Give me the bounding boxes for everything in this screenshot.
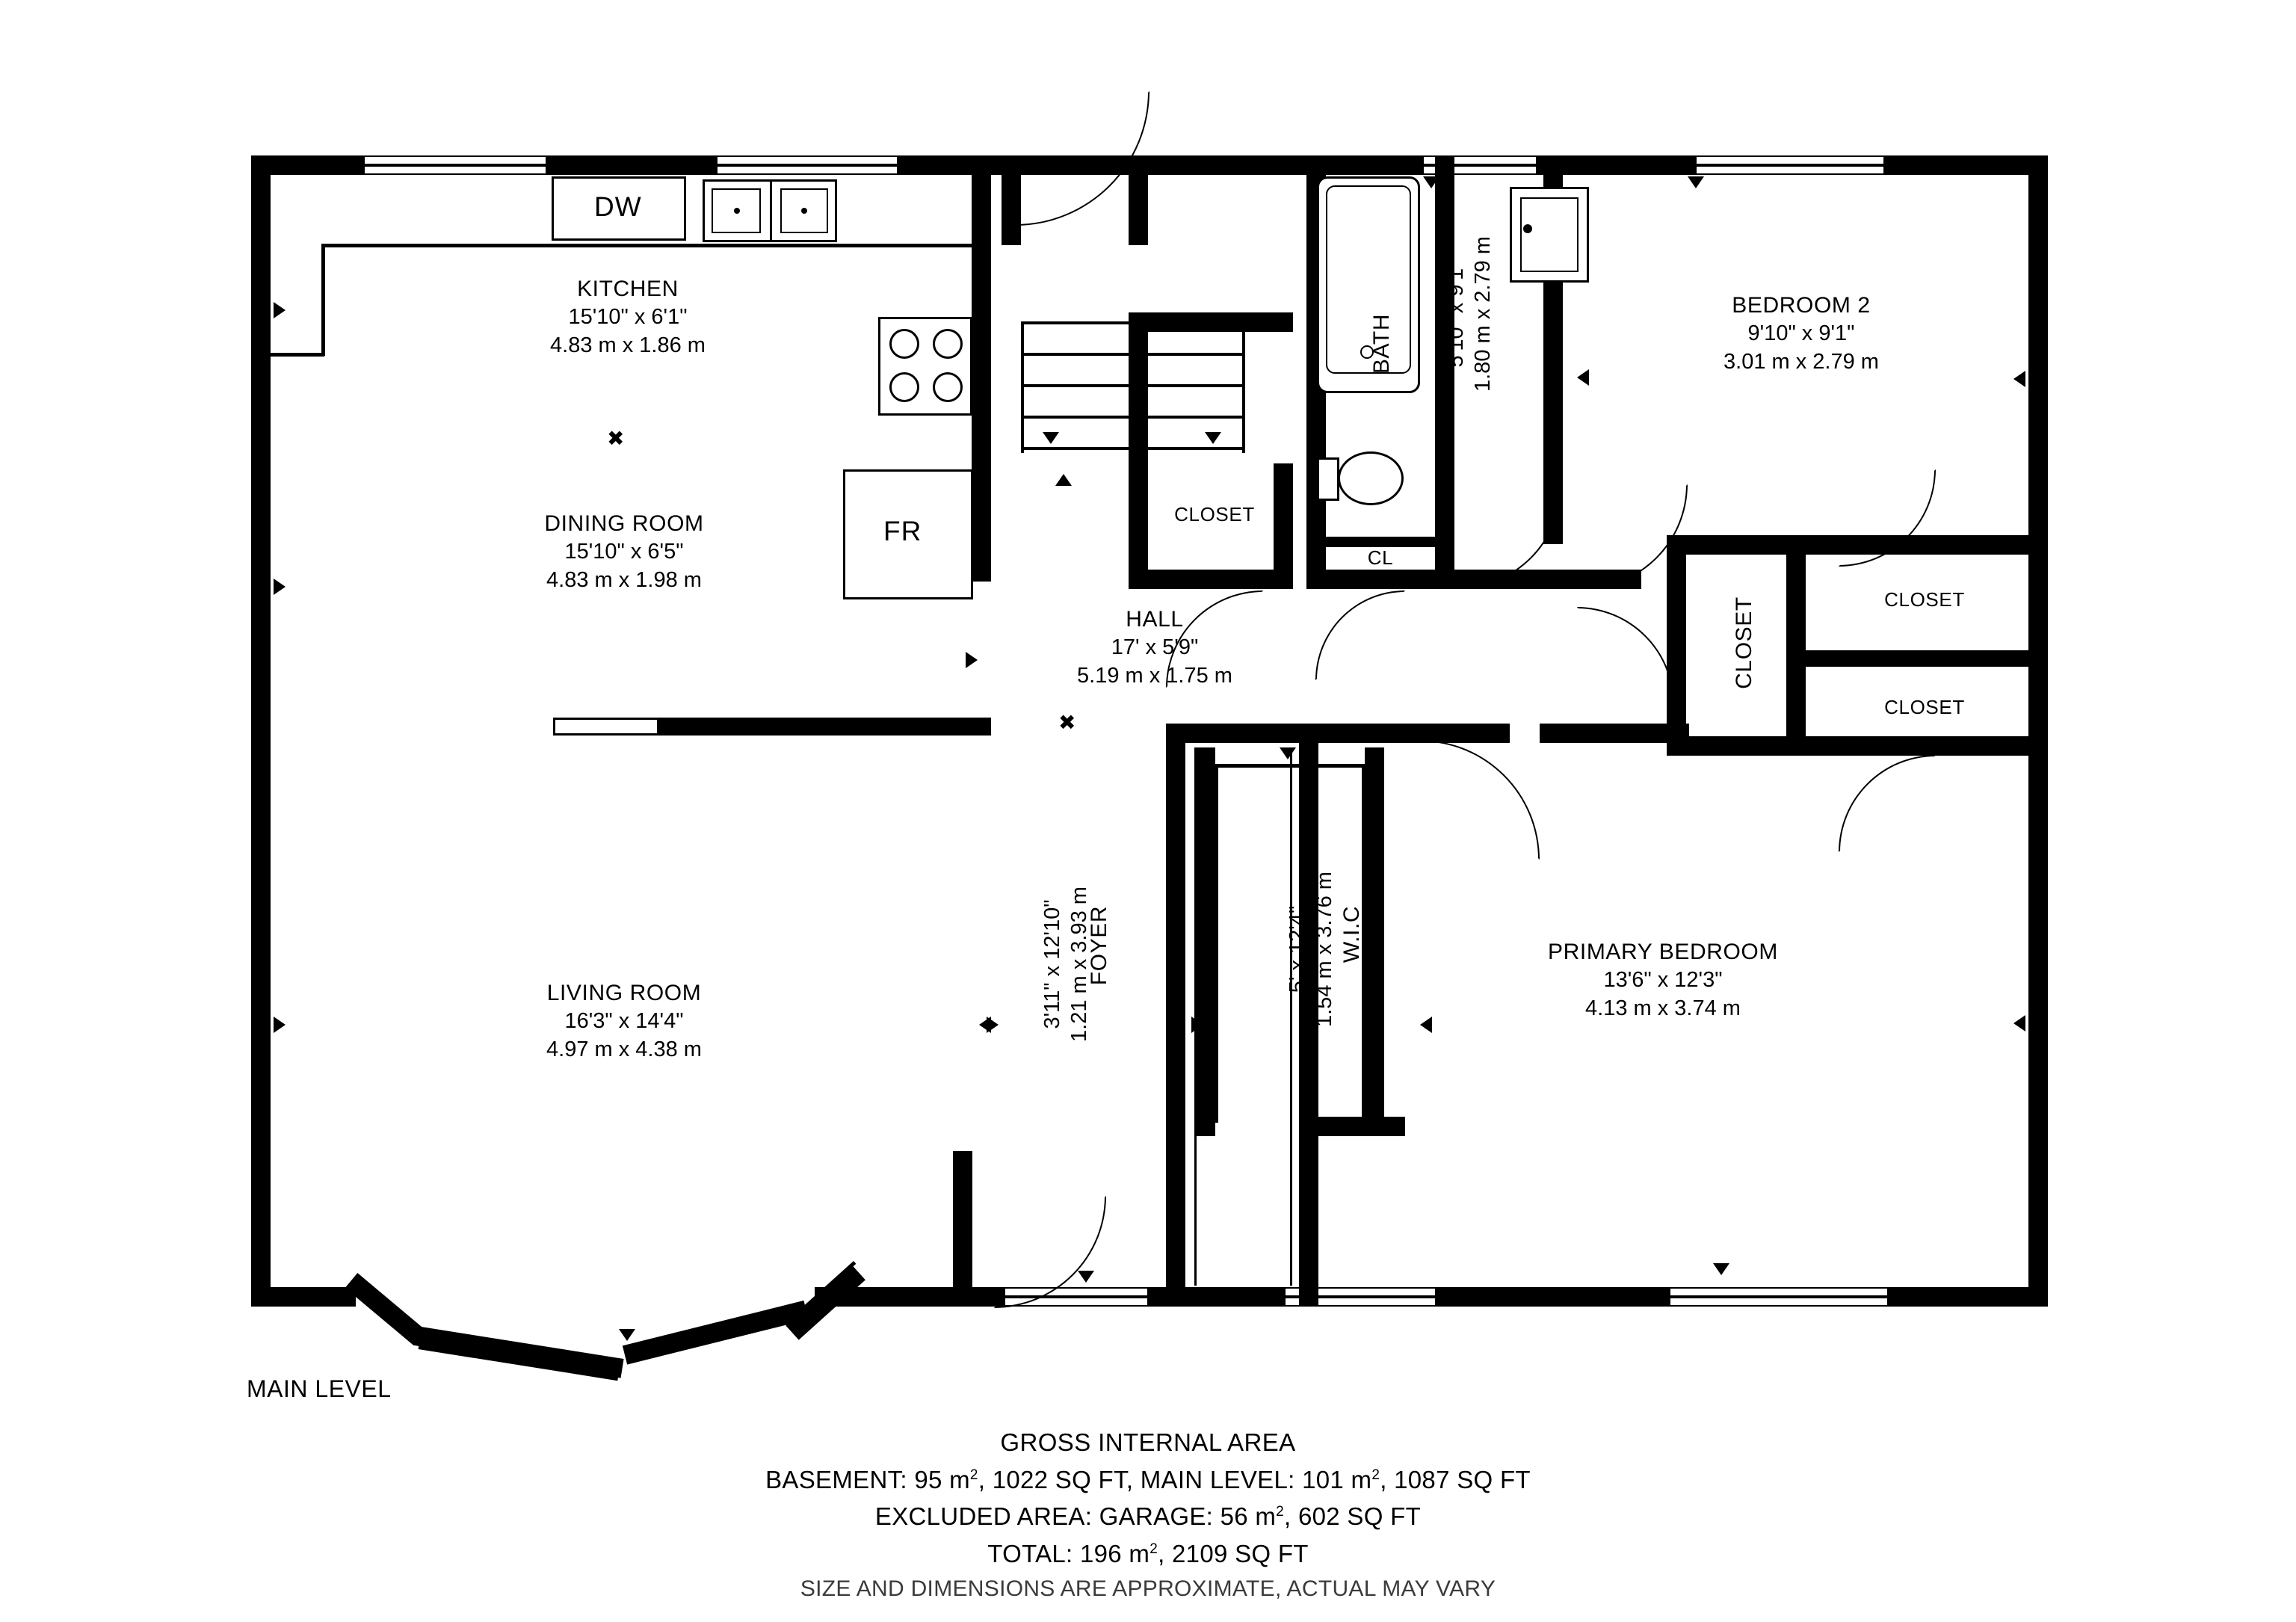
footer-area-summary <box>0 1424 2296 1606</box>
room-label-living <box>452 979 796 1064</box>
stair-step-1 <box>1021 321 1245 324</box>
room-dim-metric-living: 4.97 m x 4.38 m <box>546 1037 702 1061</box>
room-dim-imperial-primary: 13'6" x 12'3" <box>1603 968 1723 993</box>
closet-name-bed2-lower: CLOSET <box>1884 696 1965 718</box>
wall-dining-living-divider <box>658 718 991 736</box>
room-dim-metric-foyer: 1.21 m x 3.93 m <box>1067 886 1092 1042</box>
exterior-wall-left <box>251 155 271 1307</box>
burner-3 <box>889 372 919 402</box>
arrow-bottom-living <box>619 1329 635 1341</box>
footer-sup-1: 2 <box>969 1467 978 1483</box>
stair-rail-left <box>1021 321 1024 453</box>
closet-label-primary-col <box>1730 546 1759 740</box>
room-dim-imperial-bedroom2: 9'10" x 9'1" <box>1747 321 1855 346</box>
room-label-kitchen <box>463 275 792 360</box>
room-label-primary <box>1454 938 1872 1023</box>
closet-name-primary-col: CLOSET <box>1732 596 1756 689</box>
wall-foyer-left <box>1166 724 1185 1307</box>
wic-shelf-left <box>1215 764 1218 1123</box>
closet-name-bed2-upper: CLOSET <box>1884 588 1965 611</box>
room-name-bedroom2: BEDROOM 2 <box>1732 293 1871 318</box>
arrow-bottom-foyer <box>1078 1271 1094 1283</box>
arrow-left-living <box>274 1017 286 1033</box>
wall-bed2-closet-mid <box>1806 650 2048 667</box>
kitchen-counter-left-lower <box>271 353 324 357</box>
kitchen-counter-top <box>321 244 973 247</box>
refrigerator-label-text: FR <box>883 516 922 546</box>
footer-line-3 <box>0 1535 2296 1573</box>
room-dim-metric-dining: 4.83 m x 1.98 m <box>546 567 702 592</box>
arrow-wic-top <box>1280 747 1296 759</box>
arrow-left-dining <box>274 579 286 595</box>
arrow-stair-down-1 <box>1043 432 1059 444</box>
closet-label-bed2-upper <box>1824 588 2025 612</box>
footer-line-1 <box>0 1461 2296 1499</box>
room-dim-foyer <box>1039 815 1093 1114</box>
footer-line-3b: , 2109 SQ FT <box>1158 1539 1309 1567</box>
wall-primary-top-right <box>1540 724 1689 743</box>
stair-step-3 <box>1021 384 1245 387</box>
window-top-2-line <box>718 164 897 167</box>
arrow-stair-down-2 <box>1205 432 1221 444</box>
room-name-primary: PRIMARY BEDROOM <box>1548 940 1778 964</box>
door-swing-primary-closet <box>1577 607 1674 704</box>
wic-wall-left <box>1196 747 1215 1136</box>
door-swing-bed2-closet-lower <box>1839 755 1936 852</box>
room-dim-metric-wic: 1.54 m x 3.76 m <box>1312 872 1337 1027</box>
room-name-living: LIVING ROOM <box>546 981 702 1005</box>
arrow-wic-right <box>1420 1017 1432 1033</box>
marker-dining-x: ✖ <box>607 427 625 450</box>
window-top-1-line <box>365 164 546 167</box>
sink-faucet-left <box>734 208 740 214</box>
arrow-bottom-primary <box>1713 1263 1729 1275</box>
exterior-wall-right <box>2028 155 2048 1307</box>
footer-line-1c: , 1087 SQ FT <box>1380 1465 1531 1493</box>
arrow-wic-left <box>1191 1017 1203 1033</box>
room-name-wic: W.I.C <box>1339 905 1364 963</box>
wic-wall-right <box>1365 747 1384 1136</box>
room-name-kitchen: KITCHEN <box>577 277 679 301</box>
room-dim-metric-bath: 1.80 m x 2.79 m <box>1471 236 1496 392</box>
toilet-tank-icon <box>1317 457 1339 501</box>
room-label-hall <box>998 605 1312 690</box>
wall-closet-col-right <box>1786 535 1806 752</box>
footer-sup-3: 2 <box>1276 1504 1285 1520</box>
footer-disclaimer: SIZE AND DIMENSIONS ARE APPROXIMATE, ACTUAL MAY VARY <box>800 1576 1496 1601</box>
stair-step-4 <box>1021 416 1245 419</box>
room-label-dining <box>452 510 796 594</box>
arrow-stair-up <box>1055 474 1072 486</box>
wall-closet-hall-bottom <box>1129 570 1293 589</box>
wall-bath-bottom <box>1306 570 1454 589</box>
footer-line-2 <box>0 1498 2296 1535</box>
arrow-foyer-right <box>979 1017 991 1033</box>
footer-title: GROSS INTERNAL AREA <box>1000 1428 1296 1456</box>
shower-inner <box>1520 197 1578 272</box>
stair-rail-right <box>1242 321 1245 453</box>
closet-label-hall <box>1144 502 1286 527</box>
footer-sup-4: 2 <box>1149 1541 1158 1557</box>
arrow-bath-left <box>1577 369 1589 386</box>
room-name-hall: HALL <box>1126 607 1184 632</box>
wall-primary-top <box>1166 724 1510 743</box>
room-name-dining: DINING ROOM <box>544 511 704 536</box>
room-dim-wic <box>1284 815 1339 1084</box>
window-top-4-line <box>1697 164 1883 167</box>
arrow-right-primary <box>2013 1015 2025 1032</box>
exterior-wall-bottom-left <box>251 1287 356 1307</box>
arrow-left-kitchen <box>274 302 286 318</box>
closet-name-hall: CLOSET <box>1174 503 1255 525</box>
burner-2 <box>933 329 963 359</box>
dishwasher-label-text: DW <box>594 191 642 222</box>
footer-sup-2: 2 <box>1371 1467 1380 1483</box>
room-dim-metric-bedroom2: 3.01 m x 2.79 m <box>1723 349 1879 374</box>
stair-step-2 <box>1021 353 1245 356</box>
marker-hall-x: ✖ <box>1058 711 1076 734</box>
room-dim-metric-kitchen: 4.83 m x 1.86 m <box>550 333 706 357</box>
interior-wall-kitchen-right <box>972 155 991 582</box>
room-dim-imperial-living: 16'3" x 14'4" <box>564 1009 684 1034</box>
room-dim-imperial-wic: 5' x 12'4" <box>1286 905 1309 993</box>
closet-label-bed2-lower <box>1824 695 2025 720</box>
sink-faucet-right <box>801 208 807 214</box>
interior-wall-stair-right <box>1129 155 1148 245</box>
footer-line-2b: , 602 SQ FT <box>1284 1502 1422 1530</box>
closet-name-cl: CL <box>1367 546 1394 569</box>
room-dim-bath <box>1442 187 1497 441</box>
wall-bed2-closet-bottom <box>1806 736 2048 756</box>
shower-head-icon <box>1523 224 1532 233</box>
arrow-top-hall <box>1423 176 1439 188</box>
room-name-foyer: FOYER <box>1087 905 1111 986</box>
room-label-wic <box>1338 800 1366 1069</box>
room-label-bath <box>1368 194 1396 493</box>
room-dim-imperial-bath: 5'10" x 9'1" <box>1444 260 1468 368</box>
room-dim-imperial-foyer: 3'11" x 12'10" <box>1040 899 1064 1029</box>
door-swing-cl <box>1315 590 1405 680</box>
divider-window-gap <box>553 718 659 736</box>
level-label: MAIN LEVEL <box>247 1375 392 1402</box>
kitchen-counter-left <box>321 244 325 356</box>
footer-line-2a: EXCLUDED AREA: GARAGE: 56 m <box>874 1502 1277 1530</box>
room-dim-metric-hall: 5.19 m x 1.75 m <box>1077 663 1232 688</box>
footer-line-1b: , 1022 SQ FT, MAIN LEVEL: 101 m <box>978 1465 1372 1493</box>
room-dim-imperial-hall: 17' x 5'9" <box>1111 635 1199 660</box>
room-name-bath: BATH <box>1369 313 1394 374</box>
stove-icon <box>878 317 972 416</box>
room-label-bedroom2 <box>1629 292 1973 376</box>
arrow-right-bedroom2 <box>2013 371 2025 387</box>
room-dim-metric-primary: 4.13 m x 3.74 m <box>1585 996 1741 1020</box>
wall-living-right <box>953 1151 972 1307</box>
arrow-hall-left <box>966 652 978 668</box>
footer-line-1a: BASEMENT: 95 m <box>765 1465 970 1493</box>
burner-4 <box>933 372 963 402</box>
window-bottom-3-line <box>1670 1295 1887 1298</box>
arrow-top-bedroom2 <box>1688 176 1704 188</box>
door-swing-primary <box>1420 740 1540 860</box>
wall-closet-col-left <box>1667 535 1686 752</box>
room-dim-imperial-kitchen: 15'10" x 6'1" <box>568 305 688 330</box>
burner-1 <box>889 329 919 359</box>
stair-step-5 <box>1021 447 1245 450</box>
room-dim-imperial-dining: 15'10" x 6'5" <box>564 540 684 564</box>
sink-divider <box>770 179 772 242</box>
footer-line-3a: TOTAL: 196 m <box>987 1539 1150 1567</box>
closet-label-cl <box>1317 546 1444 570</box>
